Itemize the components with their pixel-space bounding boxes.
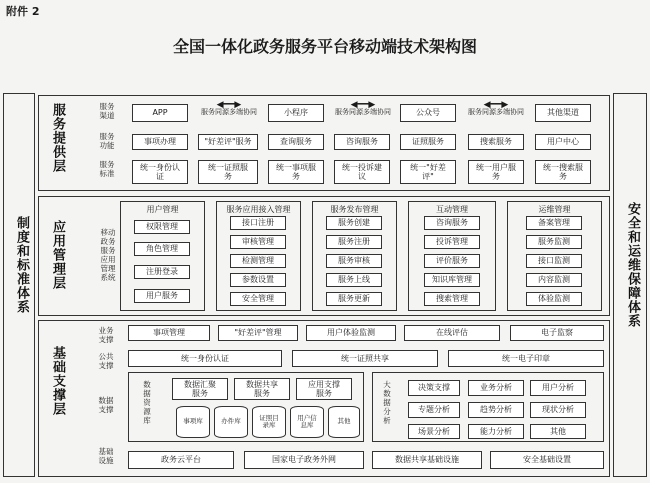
row-label-standard: 服务标准 [99,160,115,178]
business-item[interactable]: 事项管理 [128,325,210,341]
app-item[interactable]: 知识库管理 [424,273,480,287]
row-label-data: 数据支撑 [98,396,114,414]
app-item[interactable]: 咨询服务 [424,216,480,230]
row-label-public: 公共支撑 [98,352,114,370]
standard-item[interactable]: 统一事项服务 [268,160,324,184]
app-item[interactable]: 检测管理 [230,254,286,268]
column-title: 服务发布管理 [330,205,379,214]
left-pillar-label: 制度和标准体系 [14,216,29,314]
column-title: 用户管理 [146,205,179,214]
app-layer-title: 应用管理层 [50,220,65,290]
public-item[interactable]: 统一电子印章 [448,350,604,367]
standard-item[interactable]: 统一"好差评" [400,160,456,184]
infra-item[interactable]: 政务云平台 [128,451,234,469]
analysis-item[interactable]: 专题分析 [408,402,460,418]
function-item[interactable]: 查询服务 [268,134,324,150]
analysis-item[interactable]: 其他 [530,424,586,439]
row-label-infra: 基础设施 [98,447,114,465]
analysis-item[interactable]: 业务分析 [468,380,524,396]
sync-arrow-2-text: 服务同源多端协同 [335,108,391,116]
service-layer-title: 服务提供层 [50,103,65,173]
app-item[interactable]: 权限管理 [134,220,190,234]
standard-item[interactable]: 统一证照服务 [198,160,258,184]
standard-item[interactable]: 统一身份认证 [132,160,188,184]
standard-item[interactable]: 统一投诉建议 [334,160,390,184]
standard-item[interactable]: 统一搜索服务 [535,160,591,184]
app-item[interactable]: 参数设置 [230,273,286,287]
function-item[interactable]: 用户中心 [535,134,591,150]
channel-official-account[interactable]: 公众号 [400,104,456,122]
data-store-item[interactable]: 办件库 [214,406,248,438]
public-item[interactable]: 统一证照共享 [292,350,438,367]
app-item[interactable]: 服务审核 [326,254,382,268]
analysis-label: 大数据分析 [383,380,391,425]
standard-item[interactable]: 统一用户服务 [468,160,524,184]
sync-arrow-1-text: 服务同源多端协同 [201,108,257,116]
function-item[interactable]: 搜索服务 [468,134,524,150]
function-item[interactable]: 证照服务 [400,134,456,150]
double-arrow-icon: ◀━━▶ [483,100,509,110]
public-item[interactable]: 统一身份认证 [128,350,282,367]
column-title: 运维管理 [538,205,571,214]
sync-arrow-3 [462,101,530,117]
data-store-item[interactable]: 证照目录库 [252,406,286,438]
app-item[interactable]: 安全管理 [230,292,286,306]
infra-item[interactable]: 安全基础设置 [490,451,604,469]
analysis-item[interactable]: 用户分析 [530,380,586,396]
page-title: 全国一体化政务服务平台移动端技术架构图 [172,37,477,56]
app-item[interactable]: 投诉管理 [424,235,480,249]
column-title: 互动管理 [436,205,468,214]
app-item[interactable]: 服务上线 [326,273,382,287]
app-item[interactable]: 服务监测 [526,235,582,249]
business-item[interactable]: "好差评"管理 [218,325,298,341]
channel-miniprogram[interactable]: 小程序 [268,104,324,122]
sync-arrow-3-text: 服务同源多端协同 [468,108,524,116]
data-resource-label: 数据资源库 [143,380,151,425]
analysis-item[interactable]: 场景分析 [408,424,460,439]
double-arrow-icon: ◀━━▶ [350,100,376,110]
row-label-channel: 服务渠道 [99,102,115,120]
row-label-function: 服务功能 [99,132,115,150]
channel-app[interactable]: APP [132,104,188,122]
analysis-item[interactable]: 能力分析 [468,424,524,439]
infra-item[interactable]: 国家电子政务外网 [244,451,364,469]
base-layer-title: 基础支撑层 [50,346,65,416]
app-item[interactable]: 体验监测 [526,292,582,306]
app-item[interactable]: 服务创建 [326,216,382,230]
function-item[interactable]: 咨询服务 [334,134,390,150]
app-item[interactable]: 审核管理 [230,235,286,249]
app-item[interactable]: 接口监测 [526,254,582,268]
attachment-label: 附件 2 [6,5,40,18]
app-item[interactable]: 搜索管理 [424,292,480,306]
app-item[interactable]: 角色管理 [134,242,190,256]
app-item[interactable]: 服务注册 [326,235,382,249]
business-item[interactable]: 在线评估 [404,325,500,341]
analysis-item[interactable]: 决策支撑 [408,380,460,396]
app-item[interactable]: 用户服务 [134,289,190,303]
data-store-item[interactable]: 事项库 [176,406,210,438]
right-pillar [613,93,647,477]
row-label-business: 业务支撑 [98,326,114,344]
right-pillar-label: 安全和运维保障体系 [625,202,640,328]
infra-item[interactable]: 数据共享基础设施 [372,451,482,469]
function-item[interactable]: 事项办理 [132,134,188,150]
data-store-item[interactable]: 用户信息库 [290,406,324,438]
app-item[interactable]: 接口注册 [230,216,286,230]
double-arrow-icon: ◀━━▶ [216,100,242,110]
business-item[interactable]: 电子监察 [510,325,604,341]
app-item[interactable]: 注册登录 [134,265,190,279]
analysis-item[interactable]: 现状分析 [530,402,586,418]
data-service-item[interactable]: 数据汇聚服务 [172,378,228,400]
data-service-item[interactable]: 应用支撑服务 [296,378,352,400]
left-pillar [3,93,35,477]
app-item[interactable]: 服务更新 [326,292,382,306]
app-item[interactable]: 备案管理 [526,216,582,230]
data-service-item[interactable]: 数据共享服务 [234,378,290,400]
app-item[interactable]: 评价服务 [424,254,480,268]
analysis-item[interactable]: 趋势分析 [468,402,524,418]
data-store-item[interactable]: 其他 [328,406,360,438]
sync-arrow-2 [330,101,396,117]
column-title: 服务应用接入管理 [226,205,291,214]
sync-arrow-1 [196,101,262,117]
business-item[interactable]: 用户体验监测 [306,325,396,341]
function-item[interactable]: "好差评"服务 [198,134,258,150]
app-item[interactable]: 内容监测 [526,273,582,287]
app-system-label: 移动政务服务应用管理系统 [100,228,116,282]
channel-other[interactable]: 其他渠道 [535,104,591,122]
